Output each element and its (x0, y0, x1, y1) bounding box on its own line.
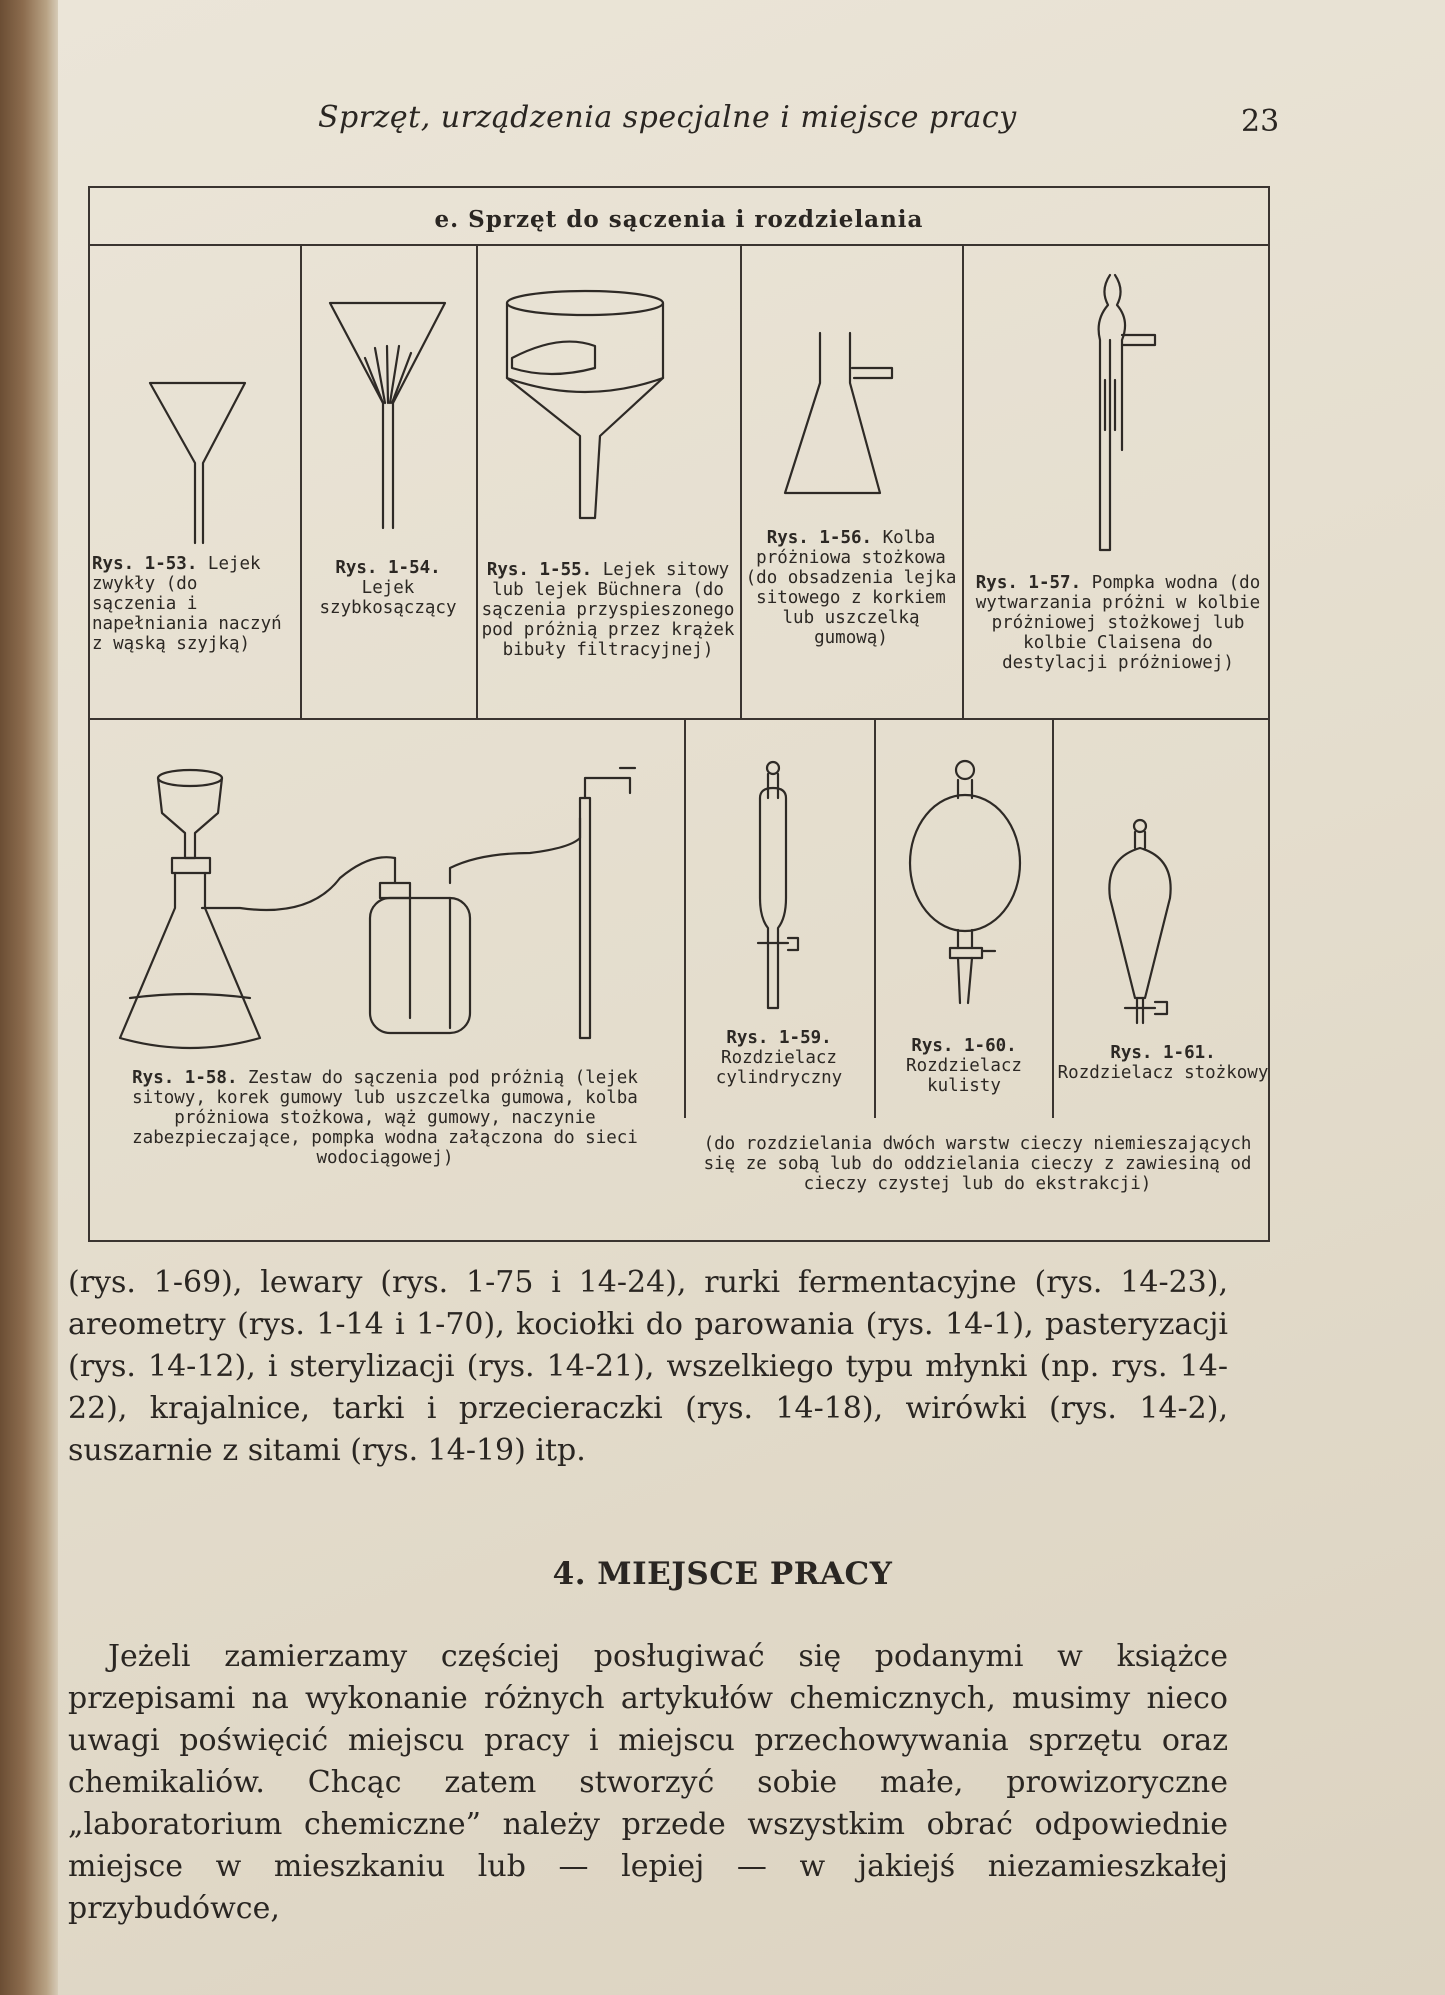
caption-1-53: Rys. 1-53. Lejek zwykły (do sączenia i napełniania naczyń z wąską szyjką) (92, 554, 282, 654)
section-title: 4. MIEJSCE PRACY (552, 1556, 893, 1592)
column-divider (962, 244, 964, 718)
column-divider (300, 244, 302, 718)
fast-funnel-icon (325, 298, 455, 533)
row-divider (90, 718, 1268, 720)
separators-note: (do rozdzielania dwóch warstw cieczy niemieszających się ze sobą lub do oddzielania cieczy z zawiesiną od cieczy czystej lub do ekstrakcji) (703, 1134, 1252, 1194)
cylindrical-separator-icon (738, 758, 808, 1023)
caption-1-58: Rys. 1-58. Zestaw do sączenia pod próżnią (lejek sitowy, korek gumowy lub uszczelka gumowa, kolba próżniowa stożkowa, wąż gumowy, naczynie zabezpieczające, pompka wodna załączona do sieci wodociągowej) (132, 1068, 638, 1168)
caption-1-61: Rys. 1-61. Rozdzielacz stożkowy (1057, 1043, 1269, 1083)
paragraph-workplace: Jeżeli zamierzamy częściej posługiwać się podanymi w książce przepisami na wykonanie różnych artykułów chemicznych, musimy nieco uwagi poświęcić miejscu pracy i miejscu przechowywania sprzętu oraz chemikaliów. Chcąc zatem stworzyć sobie małe, prowizoryczne „laboratorium chemiczne” należy przede wszystkim obrać odpowiednie miejsce w mieszkaniu lub — lepiej — w jakiejś niezamieszkałej przybudówce, (68, 1639, 1228, 1926)
column-divider (874, 718, 876, 1118)
buchner-funnel-icon (500, 288, 680, 538)
paragraph-continuation: (rys. 1-69), lewary (rys. 1-75 i 14-24), rurki fermentacyjne (rys. 14-23), areometry (rys. 1-14 i 1-70), kociołki do parowania (rys. 14-1), pasteryzacji (rys. 14-12), i sterylizacji (rys. 14-21), wszelkiego typu młynki (np. rys. 14-22), krajalnice, tarki i przecieraczki (rys. 14-18), wirówki (rys. 14-2), suszarnie z sitami (rys. 14-19) itp. (68, 1265, 1228, 1468)
funnel-icon (145, 378, 255, 548)
conical-separator-icon (1095, 818, 1195, 1028)
column-divider (1052, 718, 1054, 1118)
title-divider (90, 244, 1268, 246)
figure-table (88, 186, 1270, 1242)
caption-1-56: Rys. 1-56. Kolba próżniowa stożkowa (do obsadzenia lejka sitowego z korkiem lub uszczelką gumową) (745, 528, 957, 648)
caption-1-55: Rys. 1-55. Lejek sitowy lub lejek Büchnera (do sączenia przyspieszonego pod próżnią przez krążek bibuły filtracyjnej) (481, 560, 735, 660)
vacuum-filtration-set-icon (110, 758, 680, 1058)
book-spine-shadow (0, 0, 58, 1995)
running-title: Sprzęt, urządzenia specjalne i miejsce pracy (318, 100, 1017, 135)
vacuum-flask-icon (780, 328, 930, 508)
water-pump-icon (1070, 270, 1170, 560)
caption-1-57: Rys. 1-57. Pompka wodna (do wytwarzania próżni w kolbie próżniowej stożkowej lub kolbie Claisena do destylacji próżniowej) (975, 573, 1261, 673)
figure-title: e. Sprzęt do sączenia i rozdzielania (434, 206, 924, 233)
column-divider (684, 718, 686, 1118)
caption-1-54: Rys. 1-54. Lejek szybkosączący (319, 558, 457, 618)
column-divider (476, 244, 478, 718)
spherical-separator-icon (900, 758, 1030, 1023)
page-number: 23 (1241, 104, 1280, 139)
caption-1-60: Rys. 1-60. Rozdzielacz kulisty (906, 1036, 1022, 1096)
caption-1-59: Rys. 1-59. Rozdzielacz cylindryczny (715, 1028, 843, 1088)
